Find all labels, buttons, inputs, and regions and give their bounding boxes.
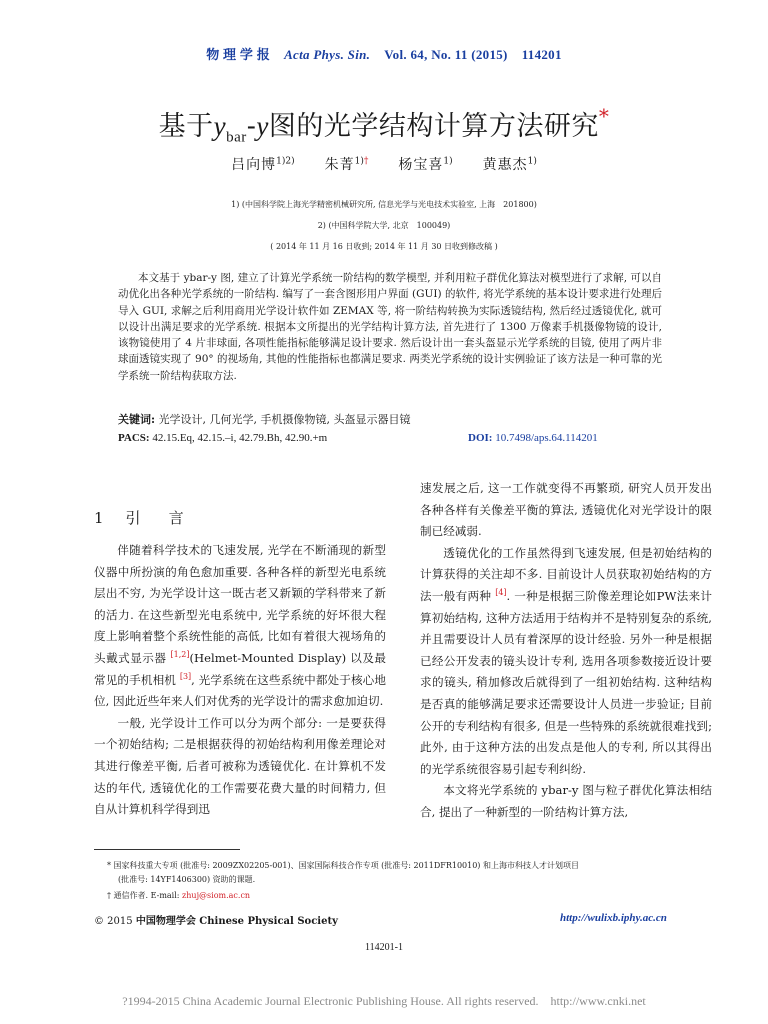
body-paragraph — [420, 478, 712, 543]
citation-link[interactable]: [4] — [495, 588, 507, 598]
copyright-society: 中国物理学会 Chinese Physical Society — [135, 916, 338, 927]
journal-name-cn: 物 理 学 报 — [206, 47, 271, 62]
citation-link[interactable]: [1,2] — [170, 650, 190, 660]
body-paragraph — [94, 713, 386, 821]
author-name: 杨宝喜 — [398, 157, 444, 173]
paragraph-text: 伴随着科学技术的飞速发展, 光学在不断涌现的新型仪器中所扮演的角色愈加重要. 各种各样的新型光电系统层出不穷, 为光学设计这一既古老又新颖的学科带来了新的活力. 在这些新型光电系统中, 光学系统的好坏很大程度上影响着整个系统性能的高低, 比如有着很大视场角的头戴式显示器 — [94, 543, 386, 665]
keywords-label: 关键词: — [118, 413, 156, 426]
paragraph-text: , 光学系统在这些系统中都处于核心地位, 因此近些年来人们对优秀的光学设计的需求愈加迫切. — [94, 672, 386, 709]
author-list — [0, 154, 768, 174]
author-name: 吕向博 — [231, 157, 277, 173]
funding-footnote-cont: (批准号: 14YF1406300) 资助的课题. — [118, 875, 256, 884]
section-title-a: 引 — [125, 509, 143, 527]
pacs-text: 42.15.Eq, 42.15.–i, 42.79.Bh, 42.90.+m — [152, 432, 328, 444]
received-dates: ( 2014 年 11 月 16 日收到; 2014 年 11 月 30 日收到修改稿 ) — [270, 242, 498, 251]
pacs-label: PACS: — [118, 432, 150, 444]
body-paragraph — [420, 780, 712, 823]
copyright-year: © 2015 — [94, 916, 133, 927]
journal-header — [0, 44, 768, 63]
title-math-y: y — [213, 111, 227, 141]
author-name: 黄惠杰 — [482, 157, 528, 173]
paragraph-text: . 一种是根据三阶像差理论如PW法来计算初始结构, 这种方法适用于结构并不是特别复杂的系统, 并且需要设计人员有着深厚的设计经验. 另外一种是根据已经公开发表的镜头设计专利, 选用各项参数接近设计要求的镜头, 稍加修改后就得到了一组初始结构. 这种结构是否真的能够满足要求还需要设计人员进一步验证; 目前公开的专利结构有很多, 但是一些特殊的系统就很难找到; 此外, 由于这种方法的出发点是他人的专利, 所以其得出的光学系统很容易引起专利纠纷. — [420, 588, 712, 776]
body-right-column — [420, 478, 712, 824]
journal-name-en: Acta Phys. Sin. — [284, 47, 371, 62]
body-left-column — [94, 540, 386, 821]
journal-volume: Vol. 64, No. 11 (2015) — [384, 47, 508, 62]
citation-link[interactable]: [3] — [179, 671, 192, 681]
funding-footnote: * 国家科技重大专项 (批准号: 2009ZX02205-001)、国家国际科技合作专项 (批准号: 2011DFR10010) 和上海市科技人才计划项目 — [107, 861, 579, 870]
title-prefix: 基于 — [158, 111, 214, 142]
author-affil-mark: 1) — [527, 156, 537, 167]
journal-website-link[interactable]: http://wulixb.iphy.ac.cn — [560, 912, 667, 924]
title-suffix: 图的光学结构计算方法研究 — [268, 111, 599, 142]
corresponding-label: † 通信作者. E-mail: — [107, 891, 180, 900]
paragraph-text: (Helmet-Mounted Display) 以及最常见的手机相机 — [94, 650, 386, 687]
article-number: 114201 — [521, 47, 562, 62]
paragraph-text: 一般, 光学设计工作可以分为两个部分: 一是要获得一个初始结构; 二是根据获得的初始结构利用像差理论对其进行像差平衡, 后者可被称为透镜优化. 在计算机不发达的年代, 透镜优化的工作需要花费大量的时间精力, 但自从计算机科学得到迅 — [94, 715, 386, 817]
corresponding-footnote — [107, 889, 250, 903]
body-paragraph — [420, 543, 712, 781]
keywords-text: 光学设计, 几何光学, 手机摄像物镜, 头盔显示器目镜 — [158, 413, 411, 426]
abstract — [118, 270, 662, 384]
copyright — [94, 912, 338, 927]
author-affil-mark: 1) — [354, 156, 364, 167]
title-math-sub: bar — [226, 129, 247, 146]
doi-label: DOI: — [468, 432, 493, 444]
section-heading — [94, 507, 186, 528]
abstract-text: 本文基于 ybar-y 图, 建立了计算光学系统一阶结构的数学模型, 并利用粒子群优化算法对模型进行了求解, 可以自动优化出各种光学系统的一阶结构. 编写了一套含图形用户界面 (GUI) 的软件, 将光学系统的基本设计要求进行处理后导入 GUI, 求解之后利用商用光学设计软件如 ZEMAX 等, 将一阶结构转换为实际透镜结构, 然后经过透镜优化, 就可以设计出满足要求的光学系统. 根据本文所提出的光学结构计算方法, 首先进行了 1300 万像素手机摄像物镜的设计, 该物镜使用了 4 片非球面, 各项性能指标能够满足设计要求. 然后设计出一套头盔显示光学系统的目镜, 使用了两片非球面透镜实现了 90° 的视场角, 其他的性能指标也都满足要求. 两类光学系统的设计实例验证了该方法是一种可靠的光学系统一阶结构获取方法. — [118, 272, 662, 382]
affiliation-2: 2) (中国科学院大学, 北京 100049) — [317, 221, 451, 230]
cnki-watermark: ?1994-2015 China Academic Journal Electronic Publishing House. All rights reserved. http://www.cnki.net — [122, 994, 646, 1008]
section-title-b: 言 — [168, 509, 186, 527]
section-number: 1 — [94, 509, 106, 527]
title-dash: - — [246, 111, 257, 142]
affiliation-1: 1) (中国科学院上海光学精密机械研究所, 信息光学与光电技术实验室, 上海 201800) — [231, 200, 537, 209]
body-paragraph — [94, 540, 386, 713]
paragraph-text: 透镜优化的工作虽然得到飞速发展, 但是初始结构的计算获得的关注却不多. 目前设计人员获取初始结构的方法一般有两种 — [420, 545, 712, 603]
author-affil-mark: 1)2) — [276, 156, 295, 167]
author-name: 朱菁 — [324, 157, 355, 173]
doi[interactable] — [468, 432, 598, 444]
footnote-divider — [94, 849, 240, 850]
title-footnote-mark: * — [598, 104, 610, 128]
author-affil-mark: 1) — [443, 156, 453, 167]
pacs — [118, 432, 327, 444]
page-number: 114201-1 — [365, 942, 403, 953]
paragraph-text: 速发展之后, 这一工作就变得不再繁琐, 研究人员开发出各种各样有关像差平衡的算法, 透镜优化对光学设计的限制已经减弱. — [420, 481, 712, 539]
paper-title — [0, 104, 768, 146]
corresponding-mark: † — [363, 156, 369, 167]
keywords — [118, 411, 411, 427]
title-math-y2: y — [256, 111, 269, 141]
paragraph-text: 本文将光学系统的 ybar-y 图与粒子群优化算法相结合, 提出了一种新型的一阶结构计算方法, — [420, 783, 712, 819]
email-link[interactable]: zhuj@siom.ac.cn — [182, 891, 251, 900]
doi-link[interactable]: 10.7498/aps.64.114201 — [495, 432, 598, 444]
